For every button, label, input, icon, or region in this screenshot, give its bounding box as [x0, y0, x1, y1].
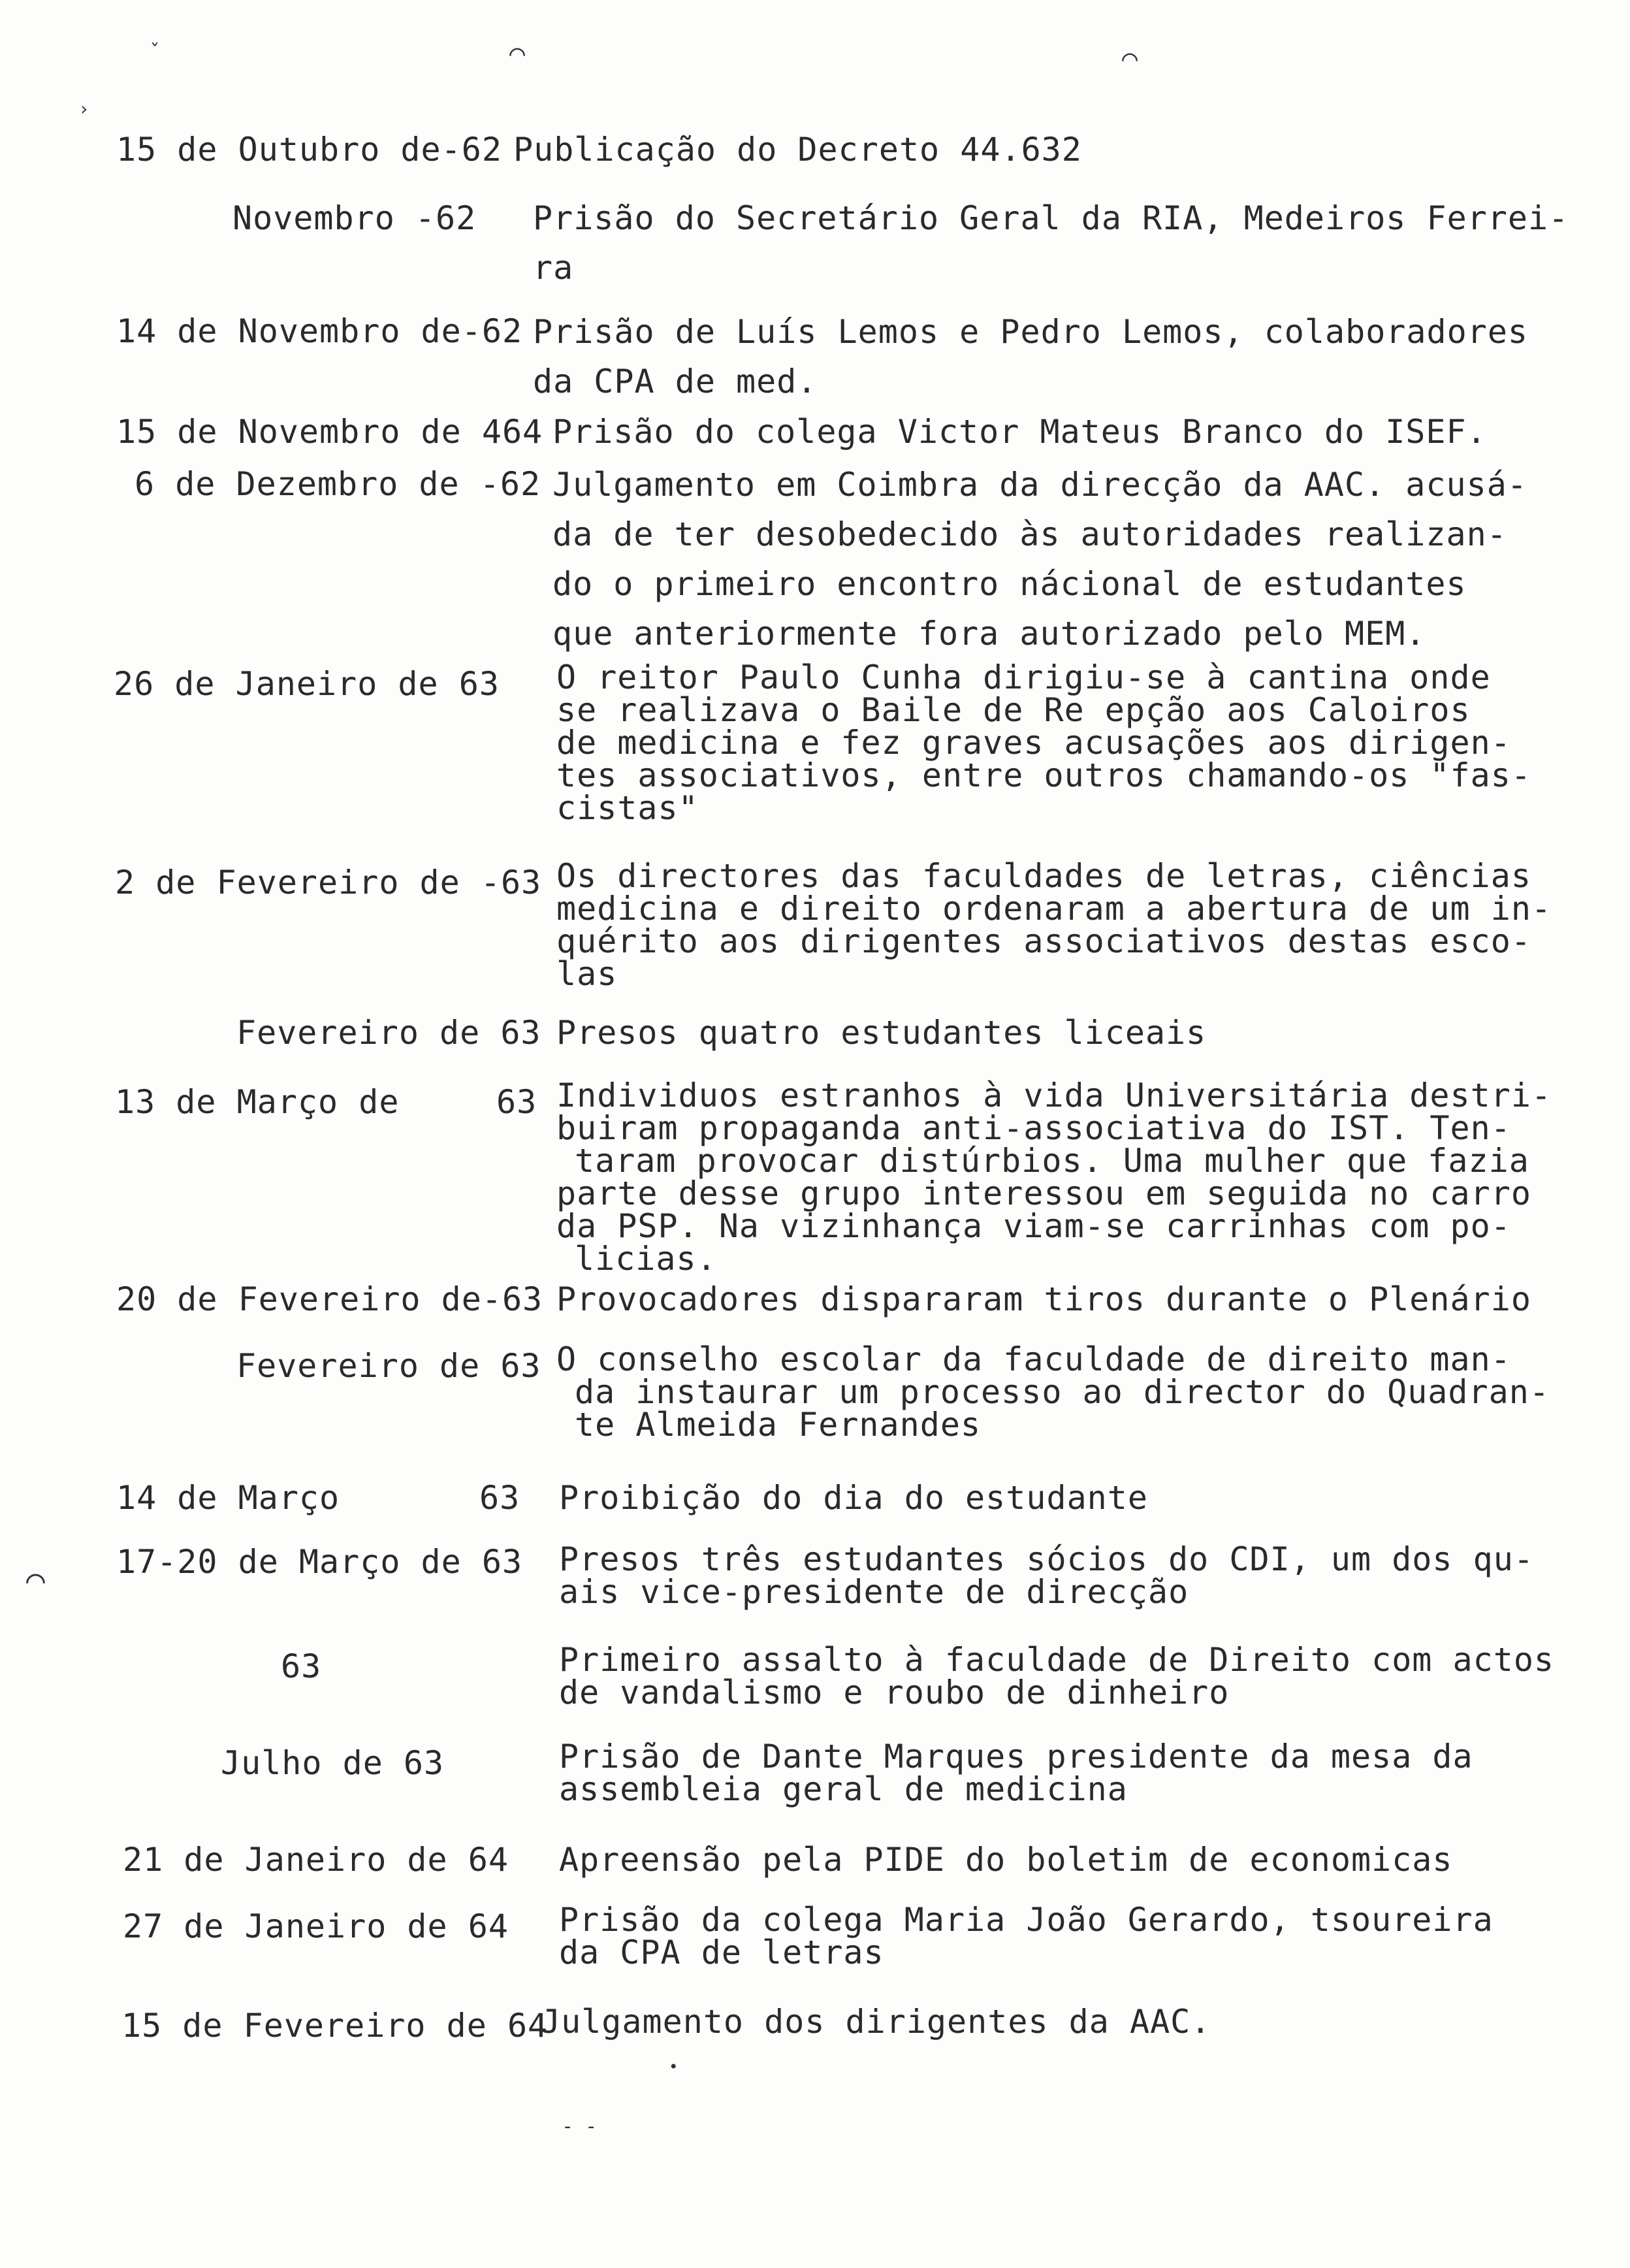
- entry-line: ais vice-presidente de direcção: [559, 1573, 1189, 1611]
- entry-line: Provocadores dispararam tiros durante o Plenário: [556, 1280, 1531, 1318]
- entry-line: do o primeiro encontro nácional de estudantes: [552, 565, 1467, 603]
- entry-date: 6 de Dezembro de -62: [135, 465, 541, 503]
- entry-line: Presos três estudantes sócios do CDI, um dos qu-: [559, 1540, 1534, 1578]
- entry-line: Individuos estranhos à vida Universitária destri-: [556, 1077, 1552, 1114]
- entry-line: que anteriormente fora autorizado pelo MEM.: [552, 615, 1426, 653]
- entry-line: cistas": [556, 789, 699, 827]
- entry-line: O conselho escolar da faculdade de direito man-: [556, 1340, 1511, 1378]
- entry-line: da CPA de med.: [533, 363, 818, 400]
- entry-line: Prisão da colega Maria João Gerardo, tsoureira: [559, 1901, 1494, 1939]
- entry-year: 63: [479, 1479, 520, 1517]
- entry-line: O reitor Paulo Cunha dirigiu-se à cantina onde: [556, 658, 1491, 696]
- entry-line: tes associativos, entre outros chamando-os "fas-: [556, 756, 1531, 794]
- entry-date: Fevereiro de 63: [236, 1347, 541, 1385]
- entry-line: quérito aos dirigentes associativos destas esco-: [556, 922, 1531, 960]
- entry-line: medicina e direito ordenaram a abertura de um in-: [556, 890, 1552, 928]
- entry-line: licias.: [575, 1240, 717, 1278]
- entry-description: [559, 1740, 1473, 1806]
- entry-description: [533, 307, 1528, 406]
- stray-mark: - -: [562, 2115, 598, 2138]
- entry-line: da de ter desobedecido às autoridades realizan-: [552, 515, 1507, 553]
- entry-date: 20 de Fevereiro de-63: [116, 1280, 543, 1318]
- entry-line: Prisão de Dante Marques presidente da mesa da: [559, 1738, 1473, 1775]
- entry-line: Prisão do Secretário Geral da RIA, Medeiros Ferrei-: [533, 199, 1569, 237]
- entry-line: taram provocar distúrbios. Uma mulher que fazia: [575, 1142, 1529, 1180]
- entry-line: ra: [533, 249, 574, 287]
- entry-description: [556, 1014, 1206, 1052]
- stray-mark: ›: [78, 98, 89, 120]
- entry-line: parte desse grupo interessou em seguida no carro: [556, 1174, 1531, 1212]
- entry-description: [552, 413, 1487, 451]
- entry-line: Publicação do Decreto 44.632: [513, 131, 1082, 169]
- entry-date: Julho de 63: [221, 1744, 445, 1782]
- entry-date: Novembro -62: [232, 199, 477, 237]
- entry-line: Apreensão pela PIDE do boletim de economicas: [559, 1841, 1453, 1879]
- entry-description: [552, 460, 1527, 658]
- entry-line: Prisão de Luís Lemos e Pedro Lemos, colaboradores: [533, 313, 1529, 351]
- entry-line: da instaurar um processo ao director do Quadran-: [575, 1373, 1550, 1411]
- entry-description: [556, 1340, 1550, 1444]
- entry-description: [556, 658, 1531, 827]
- entry-date: 14 de Março: [116, 1479, 340, 1517]
- entry-line: Proibição do dia do estudante: [559, 1479, 1148, 1517]
- entry-description: [559, 1901, 1494, 1971]
- entry-date: 15 de Fevereiro de 64: [121, 2007, 549, 2045]
- entry-line: Presos quatro estudantes liceais: [556, 1014, 1207, 1052]
- entry-line: assembleia geral de medicina: [559, 1770, 1128, 1808]
- entry-line: te Almeida Fernandes: [575, 1406, 982, 1444]
- entry-description: [533, 193, 1569, 293]
- entry-date: 15 de Novembro de 464: [116, 413, 543, 451]
- entry-description: [556, 1280, 1531, 1318]
- entry-description: [513, 131, 1082, 169]
- entry-date: 15 de Outubro de-62: [116, 131, 502, 169]
- entry-description: [559, 1841, 1453, 1879]
- margin-mark: ⌒: [26, 1561, 45, 1598]
- entry-date: 27 de Janeiro de 64: [123, 1907, 509, 1945]
- entry-date: Fevereiro de 63: [236, 1014, 541, 1052]
- entry-line: Primeiro assalto à faculdade de Direito com actos: [559, 1641, 1555, 1679]
- stray-mark: ˇ: [149, 40, 161, 63]
- entry-line: se realizava o Baile de Re epção aos Caloiros: [556, 691, 1471, 729]
- entry-description: [541, 2003, 1211, 2041]
- entry-date: 63: [281, 1647, 322, 1685]
- stray-mark: ⌒: [509, 38, 526, 68]
- entry-year: 63: [496, 1083, 537, 1121]
- entry-line: Os directores das faculdades de letras, ciências: [556, 857, 1531, 895]
- entry-line: da CPA de letras: [559, 1934, 884, 1971]
- entry-line: de medicina e fez graves acusações aos dirigen-: [556, 724, 1511, 762]
- entry-date: 14 de Novembro de-62: [116, 312, 523, 350]
- entry-line: Prisão do colega Victor Mateus Branco do ISEF.: [552, 413, 1487, 451]
- entry-date: 26 de Janeiro de 63: [114, 665, 500, 703]
- entry-line: Julgamento dos dirigentes da AAC.: [541, 2003, 1211, 2041]
- entry-line: Julgamento em Coimbra da direcção da AAC. acusá-: [552, 466, 1527, 504]
- entry-date: 2 de Fevereiro de -63: [115, 864, 542, 901]
- entry-line: da PSP. Na vizinhança viam-se carrinhas com po-: [556, 1207, 1511, 1245]
- entry-line: buiram propaganda anti-associativa do IST. Ten-: [556, 1109, 1511, 1147]
- stray-mark: •: [669, 2058, 679, 2076]
- entry-date: 17-20 de Março de 63: [116, 1543, 523, 1581]
- entry-date: 13 de Março de: [115, 1083, 400, 1121]
- entry-line: las: [556, 955, 618, 993]
- entry-date: 21 de Janeiro de 64: [123, 1841, 509, 1879]
- entry-description: [559, 1540, 1534, 1611]
- entry-description: [556, 1077, 1552, 1278]
- stray-mark: ⌒: [1122, 43, 1138, 73]
- entry-description: [559, 1479, 1148, 1517]
- entry-description: [559, 1641, 1555, 1711]
- entry-line: de vandalismo e roubo de dinheiro: [559, 1674, 1230, 1711]
- entry-description: [556, 857, 1552, 993]
